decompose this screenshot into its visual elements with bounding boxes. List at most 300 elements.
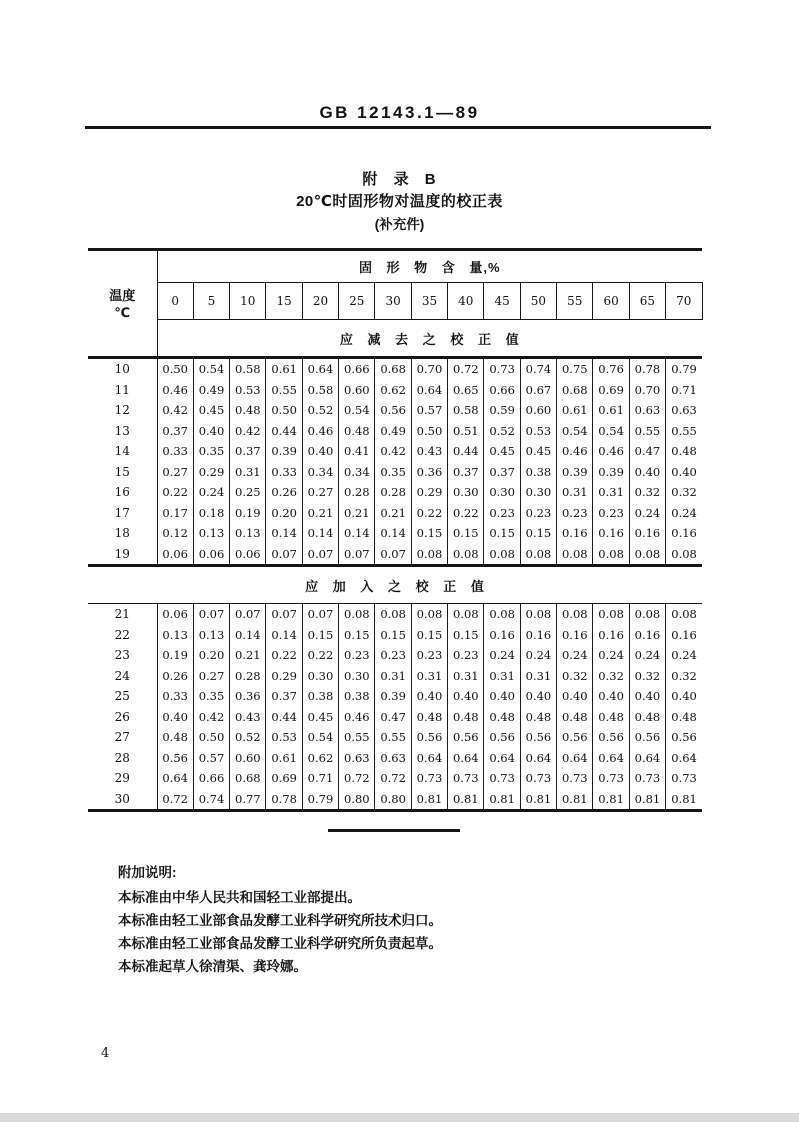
correction-value-cell: 0.76: [593, 358, 629, 380]
table-row: [88, 686, 702, 707]
correction-value-cell: 0.70: [629, 380, 665, 401]
correction-value-cell: 0.58: [230, 358, 266, 380]
correction-value-cell: 0.38: [520, 462, 556, 483]
solids-percent-header: 55: [557, 283, 593, 320]
correction-value-cell: 0.53: [266, 727, 302, 748]
correction-value-cell: 0.22: [448, 503, 484, 524]
correction-value-cell: 0.60: [339, 380, 375, 401]
solids-percent-header: 70: [666, 283, 702, 320]
correction-value-cell: 0.73: [411, 768, 447, 789]
correction-value-cell: 0.31: [448, 666, 484, 687]
appendix-title: 20℃时固形物对温度的校正表: [296, 193, 503, 210]
correction-value-cell: 0.48: [230, 400, 266, 421]
correction-value-cell: 0.56: [520, 727, 556, 748]
correction-value-cell: 0.46: [593, 441, 629, 462]
correction-value-cell: 0.48: [520, 707, 556, 728]
correction-value-cell: 0.30: [339, 666, 375, 687]
table-row: [88, 482, 702, 503]
correction-value-cell: 0.08: [520, 604, 556, 625]
solids-percent-header: 5: [193, 283, 229, 320]
correction-value-cell: 0.56: [629, 727, 665, 748]
correction-value-cell: 0.15: [411, 625, 447, 646]
correction-value-cell: 0.13: [157, 625, 193, 646]
correction-value-cell: 0.21: [339, 503, 375, 524]
correction-value-cell: 0.13: [193, 523, 229, 544]
temperature-value: 22: [114, 627, 130, 642]
add-band-label: 应 加 入 之 校 正 值: [88, 566, 702, 604]
correction-value-cell: 0.48: [157, 727, 193, 748]
correction-value-cell: 0.45: [193, 400, 229, 421]
temperature-value: 21: [114, 607, 130, 621]
correction-value-cell: 0.61: [266, 748, 302, 769]
correction-value-cell: 0.14: [230, 625, 266, 646]
correction-value-cell: 0.19: [157, 645, 193, 666]
correction-value-cell: 0.44: [266, 421, 302, 442]
add-section: [88, 604, 702, 811]
correction-value-cell: 0.24: [520, 645, 556, 666]
correction-value-cell: 0.59: [484, 400, 520, 421]
correction-value-cell: 0.32: [557, 666, 593, 687]
correction-value-cell: 0.65: [448, 380, 484, 401]
correction-value-cell: 0.23: [339, 645, 375, 666]
correction-value-cell: 0.56: [484, 727, 520, 748]
correction-value-cell: 0.60: [520, 400, 556, 421]
table-row: [88, 358, 702, 380]
correction-value-cell: 0.39: [593, 462, 629, 483]
subtract-section: [88, 358, 702, 566]
correction-value-cell: 0.40: [629, 462, 665, 483]
correction-value-cell: 0.38: [339, 686, 375, 707]
correction-value-cell: 0.54: [302, 727, 338, 748]
correction-value-cell: 0.31: [411, 666, 447, 687]
correction-value-cell: 0.08: [629, 544, 665, 566]
appendix-subtitle: (补充件): [374, 217, 425, 232]
correction-value-cell: 0.61: [266, 358, 302, 380]
correction-value-cell: 0.16: [520, 625, 556, 646]
correction-value-cell: 0.16: [666, 625, 702, 646]
correction-value-cell: 0.07: [266, 544, 302, 566]
correction-value-cell: 0.40: [411, 686, 447, 707]
correction-value-cell: 0.30: [448, 482, 484, 503]
correction-value-cell: 0.40: [520, 686, 556, 707]
correction-value-cell: 0.50: [266, 400, 302, 421]
correction-value-cell: 0.73: [484, 768, 520, 789]
table-row: [88, 625, 702, 646]
correction-value-cell: 0.36: [230, 686, 266, 707]
correction-value-cell: 0.81: [593, 789, 629, 811]
correction-value-cell: 0.30: [520, 482, 556, 503]
correction-value-cell: 0.40: [666, 462, 702, 483]
correction-value-cell: 0.50: [193, 727, 229, 748]
temperature-unit: ℃: [114, 304, 131, 320]
correction-value-cell: 0.12: [157, 523, 193, 544]
correction-value-cell: 0.53: [520, 421, 556, 442]
header-rule: [85, 126, 711, 129]
correction-value-cell: 0.42: [193, 707, 229, 728]
correction-value-cell: 0.56: [448, 727, 484, 748]
correction-value-cell: 0.68: [375, 358, 411, 380]
correction-value-cell: 0.21: [302, 503, 338, 524]
solids-percent-header: 30: [375, 283, 411, 320]
correction-value-cell: 0.56: [593, 727, 629, 748]
correction-value-cell: 0.15: [484, 523, 520, 544]
correction-value-cell: 0.66: [484, 380, 520, 401]
correction-value-cell: 0.20: [193, 645, 229, 666]
correction-value-cell: 0.07: [375, 544, 411, 566]
correction-value-cell: 0.23: [484, 503, 520, 524]
correction-value-cell: 0.14: [375, 523, 411, 544]
correction-value-cell: 0.06: [193, 544, 229, 566]
correction-value-cell: 0.43: [230, 707, 266, 728]
correction-value-cell: 0.81: [411, 789, 447, 811]
correction-value-cell: 0.08: [484, 544, 520, 566]
table-row: [88, 400, 702, 421]
table-row: [88, 523, 702, 544]
correction-value-cell: 0.56: [375, 400, 411, 421]
correction-value-cell: 0.61: [557, 400, 593, 421]
correction-value-cell: 0.14: [266, 523, 302, 544]
scan-edge-artifact: [0, 1113, 799, 1122]
correction-value-cell: 0.15: [520, 523, 556, 544]
correction-value-cell: 0.45: [520, 441, 556, 462]
correction-value-cell: 0.32: [666, 666, 702, 687]
correction-value-cell: 0.37: [484, 462, 520, 483]
correction-value-cell: 0.34: [339, 462, 375, 483]
correction-value-cell: 0.66: [193, 768, 229, 789]
correction-value-cell: 0.68: [557, 380, 593, 401]
correction-value-cell: 0.24: [629, 645, 665, 666]
solids-percent-header: 35: [411, 283, 447, 320]
correction-value-cell: 0.30: [302, 666, 338, 687]
table-row: [88, 250, 702, 283]
correction-value-cell: 0.44: [266, 707, 302, 728]
note-line: 本标准起草人徐清渠、龚玲娜。: [118, 959, 307, 974]
correction-value-cell: 0.08: [520, 544, 556, 566]
correction-value-cell: 0.08: [666, 604, 702, 625]
correction-value-cell: 0.47: [375, 707, 411, 728]
correction-value-cell: 0.55: [375, 727, 411, 748]
correction-value-cell: 0.37: [448, 462, 484, 483]
correction-value-cell: 0.54: [593, 421, 629, 442]
correction-value-cell: 0.27: [193, 666, 229, 687]
solids-percent-header: 65: [629, 283, 665, 320]
correction-value-cell: 0.14: [302, 523, 338, 544]
correction-value-cell: 0.35: [193, 441, 229, 462]
correction-value-cell: 0.44: [448, 441, 484, 462]
correction-value-cell: 0.07: [230, 604, 266, 625]
solids-content-header: 固 形 物 含 量,%: [157, 250, 702, 283]
correction-value-cell: 0.34: [302, 462, 338, 483]
table-row: [88, 283, 702, 320]
correction-value-cell: 0.72: [448, 358, 484, 380]
correction-value-cell: 0.39: [557, 462, 593, 483]
correction-value-cell: 0.48: [339, 421, 375, 442]
correction-value-cell: 0.15: [411, 523, 447, 544]
table-row: [88, 727, 702, 748]
page-number: 4: [101, 1046, 110, 1061]
correction-value-cell: 0.78: [629, 358, 665, 380]
correction-value-cell: 0.08: [593, 604, 629, 625]
correction-value-cell: 0.81: [629, 789, 665, 811]
correction-value-cell: 0.40: [557, 686, 593, 707]
correction-value-cell: 0.16: [666, 523, 702, 544]
correction-value-cell: 0.31: [230, 462, 266, 483]
correction-value-cell: 0.13: [230, 523, 266, 544]
correction-value-cell: 0.64: [629, 748, 665, 769]
solids-percent-header: 10: [230, 283, 266, 320]
correction-value-cell: 0.70: [411, 358, 447, 380]
note-line: 本标准由轻工业部食品发酵工业科学研究所负责起草。: [118, 936, 442, 951]
correction-value-cell: 0.72: [339, 768, 375, 789]
correction-value-cell: 0.64: [411, 748, 447, 769]
correction-value-cell: 0.08: [448, 544, 484, 566]
correction-value-cell: 0.74: [193, 789, 229, 811]
correction-table: [88, 248, 703, 812]
correction-value-cell: 0.67: [520, 380, 556, 401]
correction-value-cell: 0.32: [629, 666, 665, 687]
correction-value-cell: 0.22: [157, 482, 193, 503]
correction-value-cell: 0.66: [339, 358, 375, 380]
correction-value-cell: 0.31: [520, 666, 556, 687]
correction-value-cell: 0.29: [193, 462, 229, 483]
correction-value-cell: 0.73: [484, 358, 520, 380]
correction-value-cell: 0.58: [302, 380, 338, 401]
correction-value-cell: 0.15: [339, 625, 375, 646]
correction-value-cell: 0.28: [375, 482, 411, 503]
table-row: [88, 421, 702, 442]
correction-value-cell: 0.80: [339, 789, 375, 811]
correction-value-cell: 0.06: [157, 604, 193, 625]
correction-value-cell: 0.46: [339, 707, 375, 728]
correction-value-cell: 0.46: [157, 380, 193, 401]
temperature-value: 13: [114, 423, 130, 438]
correction-value-cell: 0.52: [302, 400, 338, 421]
correction-value-cell: 0.57: [411, 400, 447, 421]
solids-percent-header: 20: [302, 283, 338, 320]
correction-value-cell: 0.35: [193, 686, 229, 707]
correction-value-cell: 0.27: [157, 462, 193, 483]
table-row: [88, 789, 702, 811]
correction-value-cell: 0.16: [593, 625, 629, 646]
correction-value-cell: 0.07: [302, 544, 338, 566]
correction-value-cell: 0.21: [375, 503, 411, 524]
correction-value-cell: 0.79: [302, 789, 338, 811]
correction-value-cell: 0.41: [339, 441, 375, 462]
standard-number: GB 12143.1—89: [319, 103, 480, 122]
correction-value-cell: 0.40: [484, 686, 520, 707]
end-of-table-divider: [328, 829, 460, 832]
solids-percent-header: 45: [484, 283, 520, 320]
correction-value-cell: 0.08: [339, 604, 375, 625]
temperature-value: 18: [114, 526, 130, 540]
correction-value-cell: 0.21: [230, 645, 266, 666]
correction-value-cell: 0.60: [230, 748, 266, 769]
correction-value-cell: 0.37: [230, 441, 266, 462]
correction-value-cell: 0.31: [484, 666, 520, 687]
correction-value-cell: 0.55: [339, 727, 375, 748]
correction-value-cell: 0.20: [266, 503, 302, 524]
correction-value-cell: 0.31: [557, 482, 593, 503]
correction-value-cell: 0.08: [411, 544, 447, 566]
correction-value-cell: 0.26: [157, 666, 193, 687]
table-row: [88, 462, 702, 483]
correction-value-cell: 0.40: [593, 686, 629, 707]
correction-value-cell: 0.49: [375, 421, 411, 442]
temperature-value: 27: [114, 730, 130, 744]
correction-value-cell: 0.46: [302, 421, 338, 442]
correction-value-cell: 0.45: [302, 707, 338, 728]
table-row: [88, 441, 702, 462]
appendix-label: 附 录 B: [362, 171, 437, 188]
correction-value-cell: 0.16: [629, 625, 665, 646]
correction-value-cell: 0.23: [411, 645, 447, 666]
subtract-band-label: 应 减 去 之 校 正 值: [157, 320, 702, 358]
correction-value-cell: 0.73: [520, 768, 556, 789]
correction-value-cell: 0.22: [266, 645, 302, 666]
temperature-value: 10: [114, 362, 130, 376]
correction-value-cell: 0.72: [157, 789, 193, 811]
correction-value-cell: 0.64: [666, 748, 702, 769]
correction-value-cell: 0.73: [557, 768, 593, 789]
correction-value-cell: 0.64: [157, 768, 193, 789]
correction-value-cell: 0.40: [157, 707, 193, 728]
correction-value-cell: 0.27: [302, 482, 338, 503]
correction-value-cell: 0.48: [411, 707, 447, 728]
correction-value-cell: 0.63: [666, 400, 702, 421]
correction-value-cell: 0.48: [448, 707, 484, 728]
correction-value-cell: 0.23: [520, 503, 556, 524]
correction-value-cell: 0.08: [557, 604, 593, 625]
correction-value-cell: 0.64: [593, 748, 629, 769]
correction-value-cell: 0.55: [629, 421, 665, 442]
correction-value-cell: 0.50: [411, 421, 447, 442]
correction-value-cell: 0.33: [157, 686, 193, 707]
temperature-value: 25: [114, 689, 130, 703]
correction-value-cell: 0.64: [484, 748, 520, 769]
correction-value-cell: 0.32: [593, 666, 629, 687]
correction-value-cell: 0.45: [484, 441, 520, 462]
correction-value-cell: 0.74: [520, 358, 556, 380]
correction-value-cell: 0.64: [557, 748, 593, 769]
correction-value-cell: 0.13: [193, 625, 229, 646]
correction-value-cell: 0.29: [411, 482, 447, 503]
correction-value-cell: 0.24: [557, 645, 593, 666]
correction-value-cell: 0.07: [302, 604, 338, 625]
correction-value-cell: 0.55: [266, 380, 302, 401]
correction-value-cell: 0.77: [230, 789, 266, 811]
correction-value-cell: 0.32: [629, 482, 665, 503]
correction-value-cell: 0.56: [157, 748, 193, 769]
correction-value-cell: 0.42: [375, 441, 411, 462]
correction-value-cell: 0.64: [520, 748, 556, 769]
solids-percent-header: 40: [448, 283, 484, 320]
correction-value-cell: 0.23: [557, 503, 593, 524]
correction-value-cell: 0.81: [520, 789, 556, 811]
table-row: [88, 645, 702, 666]
table-row: [88, 544, 702, 566]
correction-value-cell: 0.36: [411, 462, 447, 483]
correction-value-cell: 0.37: [266, 686, 302, 707]
correction-value-cell: 0.16: [484, 625, 520, 646]
correction-value-cell: 0.61: [593, 400, 629, 421]
temperature-value: 15: [114, 464, 130, 479]
correction-value-cell: 0.15: [375, 625, 411, 646]
correction-value-cell: 0.81: [557, 789, 593, 811]
correction-value-cell: 0.31: [375, 666, 411, 687]
table-row: [88, 380, 702, 401]
correction-value-cell: 0.73: [448, 768, 484, 789]
correction-value-cell: 0.07: [266, 604, 302, 625]
temperature-value: 30: [114, 791, 130, 806]
correction-value-cell: 0.08: [557, 544, 593, 566]
table-row: [88, 768, 702, 789]
correction-value-cell: 0.71: [666, 380, 702, 401]
correction-value-cell: 0.48: [666, 441, 702, 462]
correction-value-cell: 0.71: [302, 768, 338, 789]
correction-value-cell: 0.72: [375, 768, 411, 789]
correction-value-cell: 0.08: [593, 544, 629, 566]
correction-value-cell: 0.48: [484, 707, 520, 728]
correction-value-cell: 0.75: [557, 358, 593, 380]
correction-value-cell: 0.49: [193, 380, 229, 401]
correction-value-cell: 0.47: [629, 441, 665, 462]
temperature-value: 11: [114, 382, 130, 397]
correction-value-cell: 0.62: [302, 748, 338, 769]
correction-value-cell: 0.14: [266, 625, 302, 646]
correction-value-cell: 0.24: [666, 645, 702, 666]
temperature-column-header: [88, 250, 157, 358]
correction-value-cell: 0.42: [230, 421, 266, 442]
correction-value-cell: 0.40: [193, 421, 229, 442]
correction-value-cell: 0.48: [593, 707, 629, 728]
solids-percent-header: 25: [339, 283, 375, 320]
correction-value-cell: 0.33: [266, 462, 302, 483]
correction-value-cell: 0.23: [375, 645, 411, 666]
correction-value-cell: 0.24: [629, 503, 665, 524]
correction-value-cell: 0.17: [157, 503, 193, 524]
temperature-value: 19: [114, 546, 130, 561]
correction-value-cell: 0.22: [411, 503, 447, 524]
correction-value-cell: 0.26: [266, 482, 302, 503]
solids-percent-header: 15: [266, 283, 302, 320]
correction-value-cell: 0.53: [230, 380, 266, 401]
correction-value-cell: 0.73: [629, 768, 665, 789]
correction-value-cell: 0.48: [629, 707, 665, 728]
correction-value-cell: 0.24: [593, 645, 629, 666]
correction-value-cell: 0.29: [266, 666, 302, 687]
temperature-header-text: 温度: [109, 287, 136, 303]
correction-table-wrap: [88, 248, 703, 812]
table-row: [88, 566, 702, 604]
correction-value-cell: 0.69: [593, 380, 629, 401]
correction-value-cell: 0.30: [484, 482, 520, 503]
correction-value-cell: 0.32: [666, 482, 702, 503]
correction-value-cell: 0.48: [666, 707, 702, 728]
correction-value-cell: 0.06: [157, 544, 193, 566]
correction-value-cell: 0.08: [411, 604, 447, 625]
correction-value-cell: 0.54: [339, 400, 375, 421]
correction-value-cell: 0.79: [666, 358, 702, 380]
correction-value-cell: 0.80: [375, 789, 411, 811]
correction-value-cell: 0.73: [593, 768, 629, 789]
correction-value-cell: 0.08: [629, 604, 665, 625]
correction-value-cell: 0.18: [193, 503, 229, 524]
solids-percent-header: 0: [157, 283, 193, 320]
correction-value-cell: 0.23: [593, 503, 629, 524]
table-row: [88, 503, 702, 524]
correction-value-cell: 0.78: [266, 789, 302, 811]
correction-value-cell: 0.81: [484, 789, 520, 811]
